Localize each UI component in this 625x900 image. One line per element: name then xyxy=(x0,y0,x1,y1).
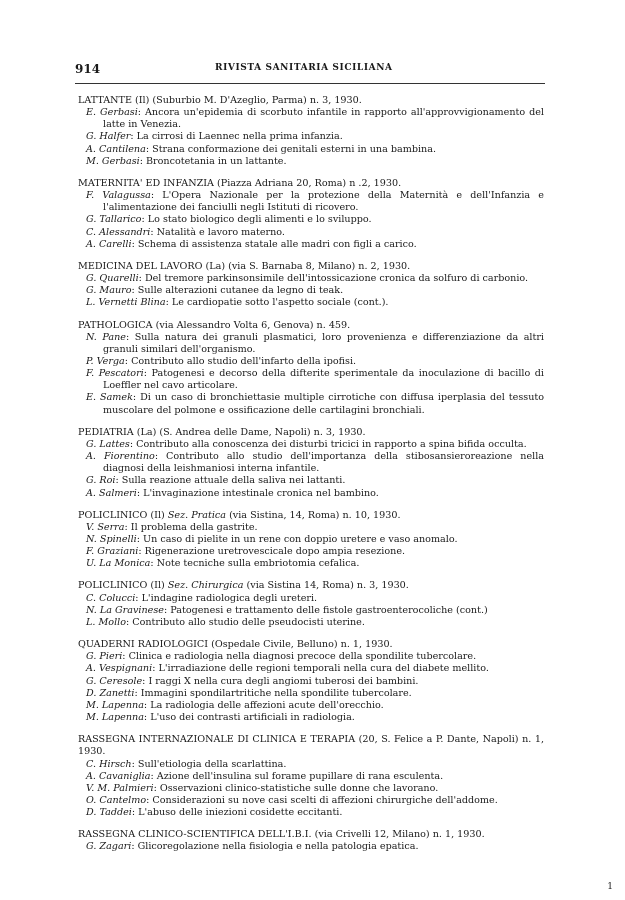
article-entry xyxy=(78,522,544,534)
article-title: : L'abuso delle iniezioni cosidette eccitanti. xyxy=(131,807,343,819)
journal-details: (via Sistina 14, Roma) n. 3, 1930. xyxy=(243,580,409,592)
article-author: P. Verga xyxy=(86,355,125,367)
article-author: G. Mauro xyxy=(86,285,132,297)
article-author: C. Hirsch xyxy=(86,758,132,770)
article-entry xyxy=(78,759,544,771)
article-title: : Contributo allo studio delle pseudocisti uterine. xyxy=(125,616,365,628)
article-author: M. Lapenna xyxy=(86,699,144,711)
journal-details: (20, S. Felice a P. Dante, Napoli) n. 1, 1930. xyxy=(78,734,545,758)
article-author: E. Samek xyxy=(86,392,133,404)
article-title: : Clinica e radiologia nella diagnosi precoce della spondilite tubercolare. xyxy=(122,651,477,663)
article-author: G. Ceresole xyxy=(86,675,143,687)
journal-entry xyxy=(78,734,544,819)
journal-details: (Il) (Suburbio M. D'Azeglio, Parma) n. 3, 1930. xyxy=(131,95,362,106)
journal-list xyxy=(78,95,544,864)
article-author: A. Cantilena xyxy=(86,143,146,155)
article-entry xyxy=(78,239,544,251)
article-entry xyxy=(78,593,544,605)
article-entry xyxy=(78,451,544,475)
journal-section: Sez. Pratica xyxy=(167,509,227,521)
article-entry xyxy=(78,368,544,392)
article-title: : Osservazioni clinico-statistiche sulle donne che lavorano. xyxy=(153,782,439,794)
journal-name: MATERNITA' ED INFANZIA xyxy=(78,177,214,189)
article-title: : Patogenesi e trattamento delle fistole gastroenterocoliche (cont.) xyxy=(163,604,488,616)
article-title: : Note tecniche sulla embriotomia cefalica. xyxy=(150,558,360,570)
journal-heading xyxy=(78,510,544,522)
article-entry xyxy=(78,771,544,783)
article-title: : Un caso di pielite in un rene con doppio uretere e vaso anomalo. xyxy=(136,534,458,545)
journal-entry xyxy=(78,178,544,251)
journal-heading xyxy=(78,580,544,592)
article-entry xyxy=(78,475,544,487)
article-entry xyxy=(78,795,544,807)
article-title: : Del tremore parkinsonsimile dell'intossicazione cronica da solfuro di carbonio. xyxy=(138,273,529,285)
article-author: V. Serra xyxy=(86,521,125,533)
article-title: : La cirrosi di Laennec nella prima infanzia. xyxy=(130,131,343,143)
journal-details: (La) (S. Andrea delle Dame, Napoli) n. 3, 1930. xyxy=(133,426,366,438)
journal-heading xyxy=(78,829,544,841)
article-entry xyxy=(78,546,544,558)
journal-heading xyxy=(78,178,544,190)
article-title: : Sull'etiologia della scarlattina. xyxy=(131,758,287,770)
article-author: V. M. Palmieri xyxy=(86,782,154,794)
article-entry xyxy=(78,841,544,853)
journal-name: LATTANTE xyxy=(78,95,132,106)
article-author: F. Valagussa xyxy=(86,190,151,202)
article-title: : Le cardiopatie sotto l'aspetto sociale (cont.). xyxy=(165,297,389,309)
header-rule xyxy=(75,83,545,84)
article-title: : L'irradiazione delle regioni temporali nella cura del diabete mellito. xyxy=(152,663,489,675)
article-title: : Considerazioni su nove casi scelti di affezioni chirurgiche dell'addome. xyxy=(146,794,498,806)
page-header xyxy=(75,62,545,80)
article-author: C. Alessandri xyxy=(86,226,151,238)
article-entry xyxy=(78,676,544,688)
journal-heading xyxy=(78,261,544,273)
journal-entry xyxy=(78,829,544,853)
article-author: M. Lapenna xyxy=(86,712,144,724)
article-entry xyxy=(78,190,544,214)
journal-heading xyxy=(78,95,544,107)
journal-entry xyxy=(78,580,544,629)
article-title: : Il problema della gastrite. xyxy=(124,521,258,533)
article-title: : Natalità e lavoro materno. xyxy=(150,226,285,238)
article-author: L. Mollo xyxy=(86,616,126,628)
journal-details: (via Crivelli 12, Milano) n. 1, 1930. xyxy=(311,829,485,841)
article-author: N. Pane xyxy=(86,331,126,343)
journal-name: MEDICINA DEL LAVORO xyxy=(78,260,203,272)
journal-details-prefix: (Il) xyxy=(147,580,168,592)
journal-entry xyxy=(78,261,544,310)
journal-details: (La) (via S. Barnaba 8, Milano) n. 2, 1930. xyxy=(202,260,411,272)
article-title: : Di un caso di bronchiettasie multiple cirrotiche con diffusa iperplasia del tessuto muscolare del polmone e ossificazione delle cartilagini bronchiali. xyxy=(103,392,545,416)
article-author: G. Lattes xyxy=(86,438,130,450)
article-title: : L'Opera Nazionale per la protezione della Maternità e dell'Infanzia e l'alimentazione dei fanciulli negli Istituti di ricovero. xyxy=(103,190,544,214)
article-entry xyxy=(78,144,544,156)
article-entry xyxy=(78,807,544,819)
corner-mark: 1 xyxy=(607,882,613,892)
journal-name: PEDIATRIA xyxy=(78,426,134,438)
journal-name: POLICLINICO xyxy=(78,580,148,592)
journal-name: QUADERNI RADIOLOGICI xyxy=(78,639,209,651)
article-title: : Sulla natura dei granuli plasmatici, loro provenienza e differenziazione da altri granuli similari dell'organismo. xyxy=(103,331,544,355)
article-author: F. Graziani xyxy=(86,546,139,558)
article-title: : Sulle alterazioni cutanee da legno di teak. xyxy=(131,285,344,297)
journal-entry xyxy=(78,427,544,500)
article-author: G. Quarelli xyxy=(86,273,139,285)
article-author: E. Gerbasi xyxy=(86,107,138,119)
article-entry xyxy=(78,488,544,500)
article-entry xyxy=(78,332,544,356)
article-entry xyxy=(78,214,544,226)
article-entry xyxy=(78,700,544,712)
article-title: : L'uso dei contrasti artificiali in radiologia. xyxy=(143,712,355,724)
article-entry xyxy=(78,356,544,368)
article-entry xyxy=(78,107,544,131)
article-entry xyxy=(78,156,544,168)
article-title: : La radiologia delle affezioni acute dell'orecchio. xyxy=(143,699,384,711)
article-entry xyxy=(78,617,544,629)
article-title: : Sulla reazione attuale della saliva nei lattanti. xyxy=(115,475,346,487)
article-author: G. Halfer xyxy=(86,131,131,143)
article-entry xyxy=(78,783,544,795)
article-title: : Broncotetania in un lattante. xyxy=(139,155,287,167)
article-author: N. Spinelli xyxy=(86,534,137,545)
article-title: : Contributo allo studio dell'importanza della stibosansieroreazione nella diagnosi della leishmaniosi interna infantile. xyxy=(103,451,544,475)
journal-name: RASSEGNA CLINICO-SCIENTIFICA DELL'I.B.I. xyxy=(78,829,312,841)
journal-heading xyxy=(78,427,544,439)
article-title: : Strana conformazione dei genitali esterni in una bambina. xyxy=(145,143,436,155)
journal-entry xyxy=(78,639,544,724)
article-author: G. Zagari xyxy=(86,841,132,853)
running-title: RIVISTA SANITARIA SICILIANA xyxy=(215,63,393,73)
article-title: : Contributo alla conoscenza dei disturbi tricici in rapporto a spina bifida occulta. xyxy=(129,438,527,450)
article-author: F. Pescatori xyxy=(86,368,144,380)
article-author: C. Colucci xyxy=(86,592,136,604)
page-number: 914 xyxy=(75,62,101,76)
article-author: A. Vespignani xyxy=(86,663,153,675)
journal-name: POLICLINICO xyxy=(78,509,148,521)
journal-heading xyxy=(78,320,544,332)
article-title: : Lo stato biologico degli alimenti e lo sviluppo. xyxy=(141,214,372,226)
article-entry xyxy=(78,663,544,675)
article-entry xyxy=(78,688,544,700)
journal-details: (via Sistina, 14, Roma) n. 10, 1930. xyxy=(226,509,401,521)
article-author: U. La Monica xyxy=(86,558,151,570)
article-author: M. Gerbasi xyxy=(86,155,140,167)
article-entry xyxy=(78,605,544,617)
journal-entry xyxy=(78,95,544,168)
article-author: A. Salmeri xyxy=(86,487,137,499)
article-author: G. Roi xyxy=(86,475,116,487)
article-entry xyxy=(78,439,544,451)
article-author: D. Zanetti xyxy=(86,687,135,699)
article-entry xyxy=(78,285,544,297)
journal-heading xyxy=(78,734,544,758)
article-author: G. Tallarico xyxy=(86,214,142,226)
article-entry xyxy=(78,558,544,570)
article-author: A. Carelli xyxy=(86,238,132,250)
article-entry xyxy=(78,227,544,239)
article-entry xyxy=(78,392,544,416)
article-title: : I raggi X nella cura degli angiomi tuberosi dei bambini. xyxy=(142,675,419,687)
article-title: : L'invaginazione intestinale cronica nel bambino. xyxy=(136,487,379,499)
article-author: D. Taddei xyxy=(86,807,132,819)
article-title: : Rigenerazione uretrovescicale dopo ampia resezione. xyxy=(138,546,406,558)
article-title: : Azione dell'insulina sul forame pupillare di rana esculenta. xyxy=(150,770,444,782)
journal-entry xyxy=(78,510,544,571)
article-title: : Schema di assistenza statale alle madri con figli a carico. xyxy=(131,238,417,250)
article-author: N. La Gravinese xyxy=(86,604,164,616)
article-entry xyxy=(78,534,544,546)
article-entry xyxy=(78,712,544,724)
article-author: A. Fiorentino xyxy=(86,451,155,463)
article-title: : Patogenesi e decorso della difterite sperimentale da inoculazione di bacillo di Loeffler nel cavo articolare. xyxy=(103,368,544,392)
article-author: O. Cantelmo xyxy=(86,794,147,806)
journal-details: (Piazza Adriana 20, Roma) n .2, 1930. xyxy=(213,177,402,189)
journal-name: PATHOLOGICA xyxy=(78,319,153,331)
article-title: : L'indagine radiologica degli ureteri. xyxy=(135,592,318,604)
journal-name: RASSEGNA INTERNAZIONALE DI CLINICA E TERAPIA xyxy=(78,734,356,746)
article-author: G. Pieri xyxy=(86,651,123,663)
article-entry xyxy=(78,651,544,663)
journal-heading xyxy=(78,639,544,651)
journal-section: Sez. Chirurgica xyxy=(167,580,244,592)
article-author: A. Cavaniglia xyxy=(86,770,151,782)
article-entry xyxy=(78,131,544,143)
article-entry xyxy=(78,273,544,285)
article-entry xyxy=(78,297,544,309)
article-title: : Ancora un'epidemia di scorbuto infantile in rapporto all'approvvigionamento del latte in Venezia. xyxy=(103,107,544,131)
article-title: : Glicoregolazione nella fisiologia e nella patologia epatica. xyxy=(131,841,419,853)
journal-details-prefix: (Il) xyxy=(147,509,168,521)
journal-details: (via Alessandro Volta 6, Genova) n. 459. xyxy=(152,319,351,331)
journal-entry xyxy=(78,320,544,417)
article-title: : Immagini spondilartritiche nella spondilite tubercolare. xyxy=(134,687,412,699)
article-author: L. Vernetti Blina xyxy=(86,297,166,309)
journal-details: (Ospedale Civile, Belluno) n. 1, 1930. xyxy=(208,639,393,651)
article-title: : Contributo allo studio dell'infarto della ipofisi. xyxy=(124,355,357,367)
